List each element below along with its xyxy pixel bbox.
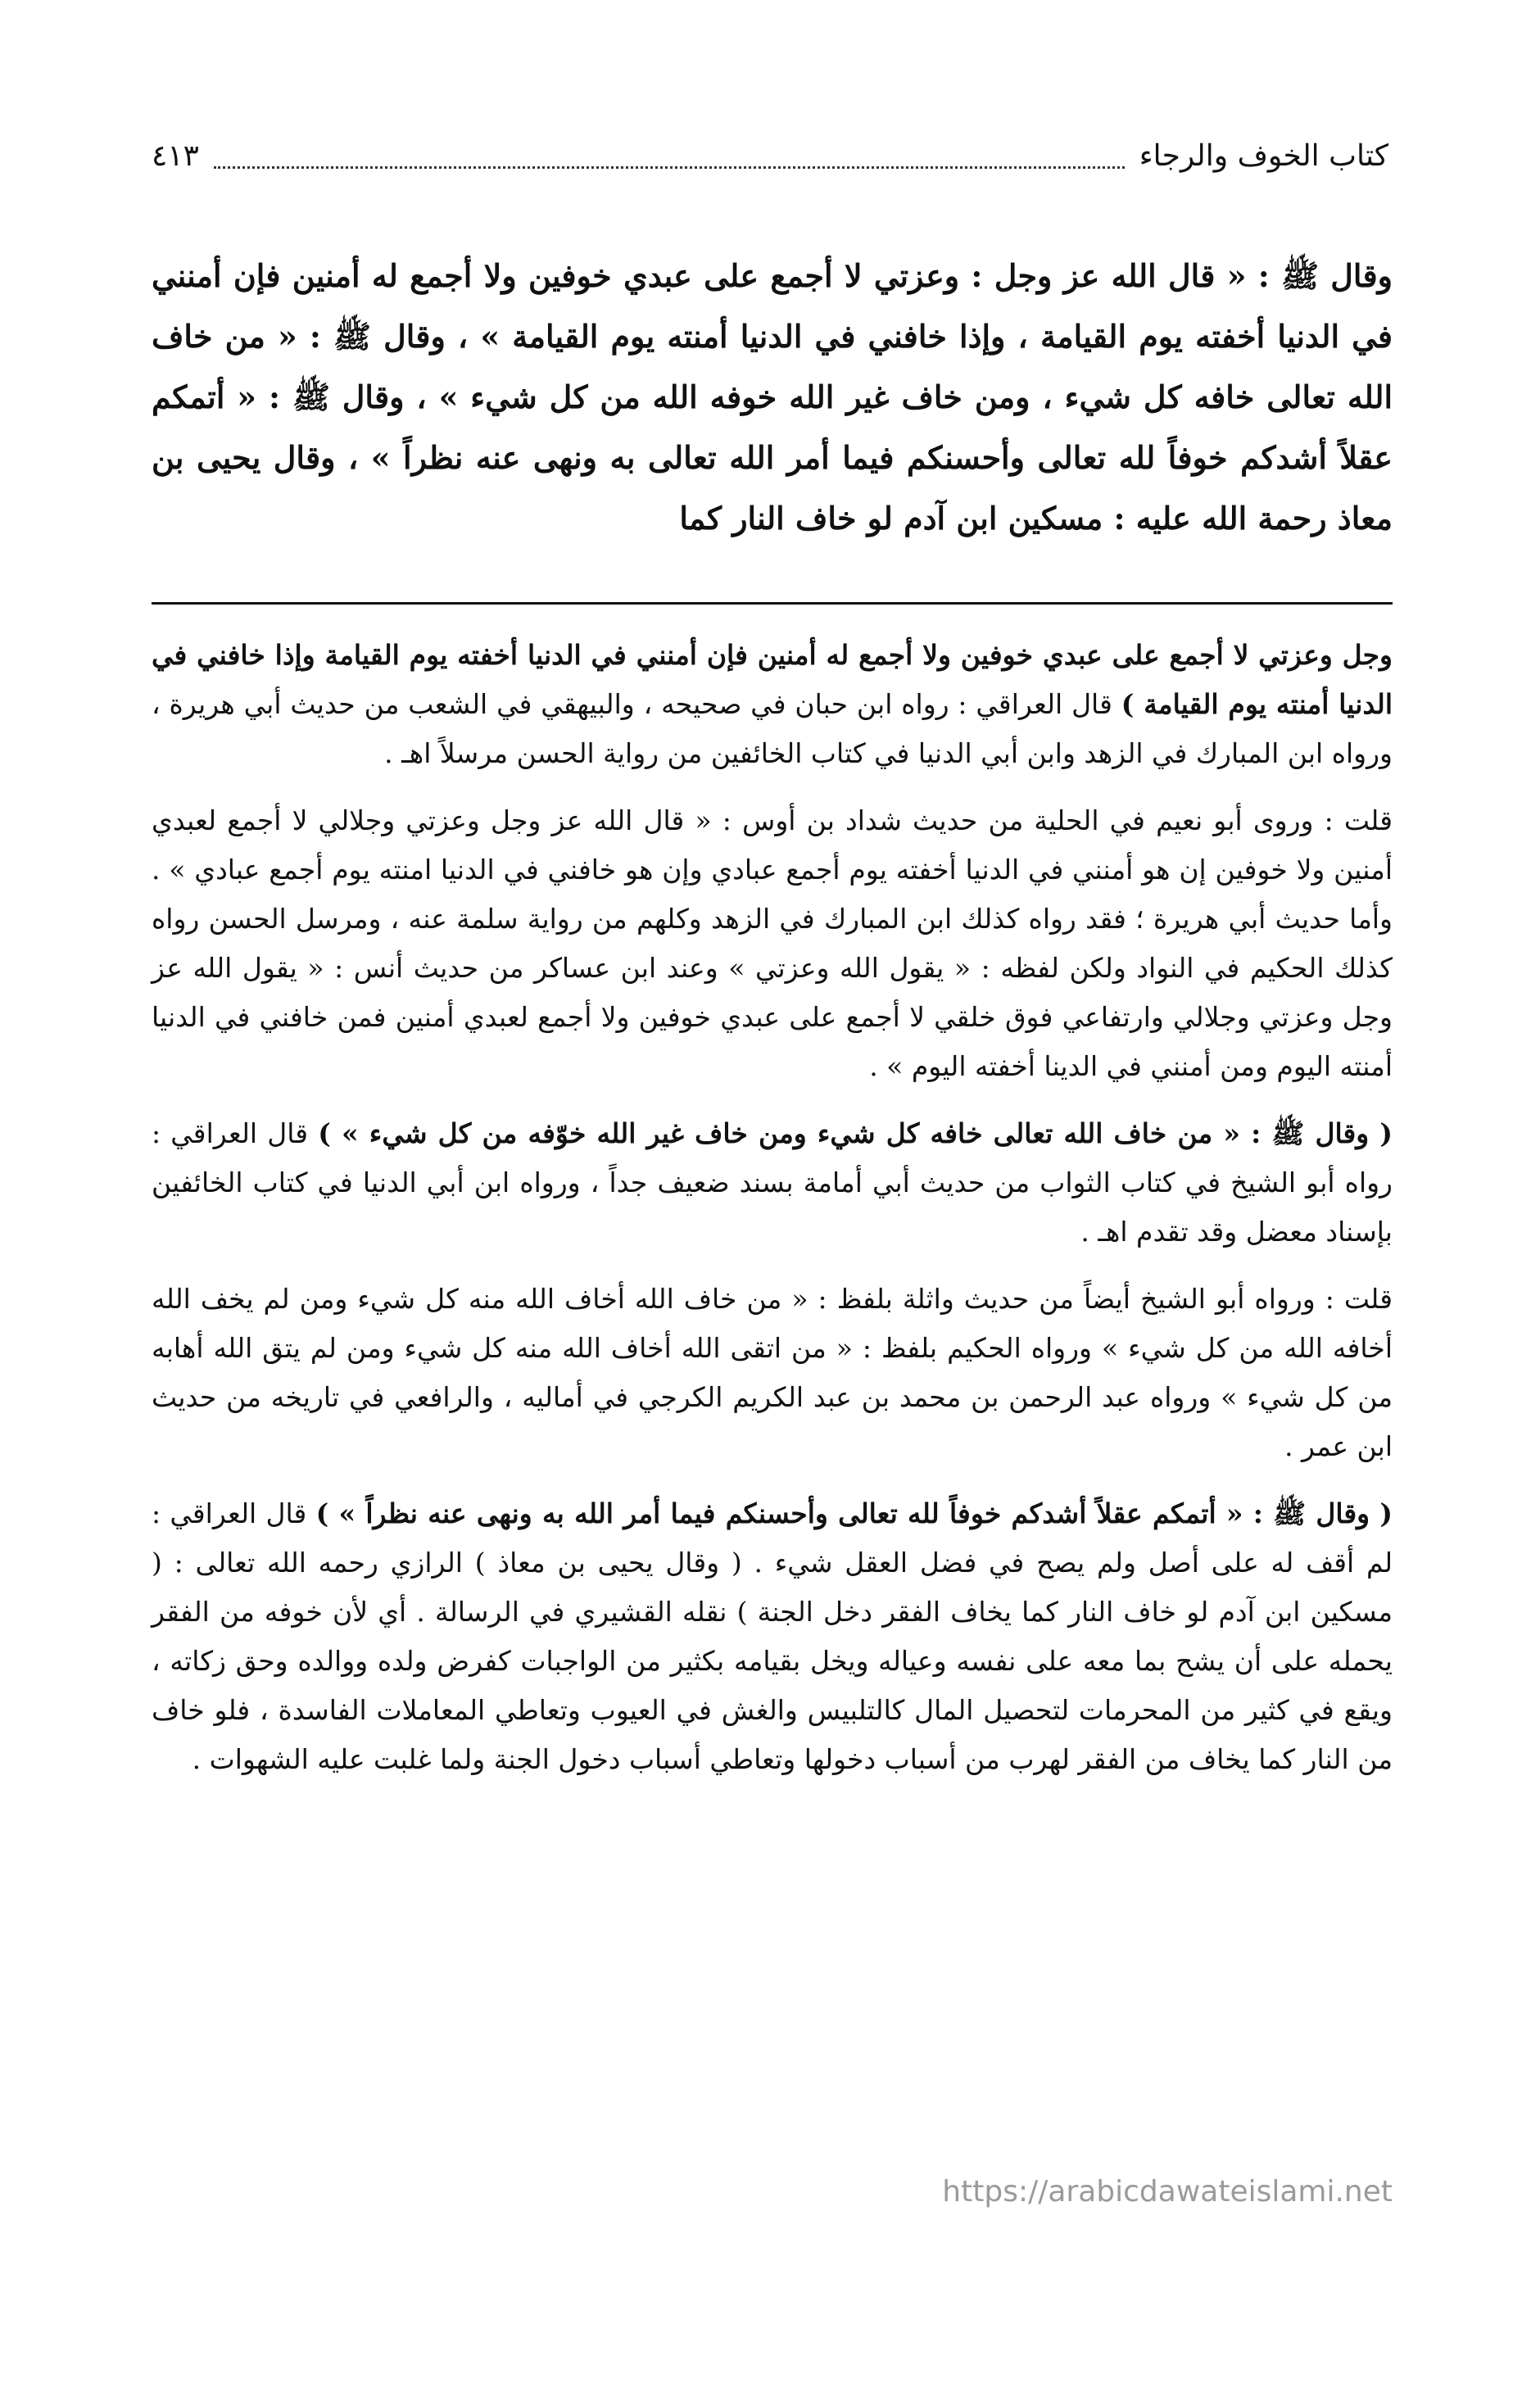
main-text: وقال ﷺ : « قال الله عز وجل : وعزتي لا أجمع على عبدي خوفين ولا أجمع له أمنين فإن أمنني في الدنيا أخفته يوم القيامة ، وإذا خافني في الدنيا أمنته يوم القيامة » ، وقال ﷺ : « من خاف الله تعالى خافه كل شيء ، ومن خاف غير الله خوفه الله من كل شيء » ، وقال ﷺ : « أتمكم عقلاً أشدكم خوفاً لله تعالى وأحسنكم فيما أمر الله تعالى به ونهى عنه نظراً » ، وقال يحيى بن معاذ رحمة الله عليه : مسكين ابن آدم لو خاف النار كما <box>152 257 1393 537</box>
commentary-paragraph-4 <box>152 1275 1393 1471</box>
commentary-paragraph-1 <box>152 631 1393 778</box>
commentary-text: قال العراقي : لم أقف له على أصل ولم يصح في فضل العقل شيء . ( وقال يحيى بن معاذ ) الرازي رحمه الله تعالى : ( مسكين ابن آدم لو خاف النار كما يخاف الفقر دخل الجنة ) نقله القشيري في الرسالة . أي لأن خوفه من الفقر يحمله على أن يشح بما معه على نفسه وعياله ويخل بقيامه بكثير من الواجبات كفرض ولده ووالده وحق زكاته ، ويقع في كثير من المحرمات لتحصيل المال كالتلبيس والغش في العيوب وتعاطي المعاملات الفاسدة ، فلو خاف من النار كما يخاف من الفقر لهرب من أسباب دخولها وتعاطي أسباب دخول الجنة ولما غلبت عليه الشهوات . <box>152 1497 1393 1775</box>
commentary-paragraph-5 <box>152 1489 1393 1784</box>
commentary-paragraph-3 <box>152 1109 1393 1257</box>
chapter-title: كتاب الخوف والرجاء <box>1139 138 1388 173</box>
footnote-divider <box>152 602 1393 605</box>
commentary <box>152 631 1393 1802</box>
quoted-hadith: وجل وعزتي لا أجمع على عبدي خوفين ولا أجمع له أمنين فإن أمنني في الدنيا أخفته يوم القيامة وإذا خافني في الدنيا أمنته يوم القيامة ) <box>152 639 1393 720</box>
commentary-text: قال العراقي : رواه أبو الشيخ في كتاب الثواب من حديث أبي أمامة بسند ضعيف جداً ، ورواه ابن أبي الدنيا في كتاب الخائفين بإسناد معضل وقد تقدم اهـ . <box>152 1117 1393 1248</box>
commentary-text: قال العراقي : رواه ابن حبان في صحيحه ، والبيهقي في الشعب من حديث أبي هريرة ، ورواه ابن المبارك في الزهد وابن أبي الدنيا في كتاب الخائفين من رواية الحسن مرسلاً اهـ . <box>152 688 1393 769</box>
quoted-hadith: ( وقال ﷺ : « من خاف الله تعالى خافه كل شيء ومن خاف غير الله خوّفه من كل شيء » ) <box>318 1117 1393 1149</box>
header-dot-leader <box>214 143 1125 169</box>
commentary-text: قلت : ورواه أبو الشيخ أيضاً من حديث واثلة بلفظ : « من خاف الله أخاف الله منه كل شيء ومن لم يخف الله أخافه الله من كل شيء » ورواه الحكيم بلفظ : « من اتقى الله أخاف الله منه كل شيء ومن لم يتق الله أهابه من كل شيء » ورواه عبد الرحمن بن محمد بن عبد الكريم الكرجي في أماليه ، والرافعي في تاريخه من حديث ابن عمر . <box>152 1283 1393 1462</box>
commentary-paragraph-2 <box>152 796 1393 1091</box>
running-header <box>152 131 1388 180</box>
source-watermark: https://arabicdawateislami.net <box>942 2175 1393 2209</box>
page-number: ٤١٣ <box>152 138 200 173</box>
quoted-hadith: ( وقال ﷺ : « أتمكم عقلاً أشدكم خوفاً لله تعالى وأحسنكم فيما أمر الله به ونهى عنه نظراً » ) <box>315 1497 1393 1529</box>
commentary-text: قلت : وروى أبو نعيم في الحلية من حديث شداد بن أوس : « قال الله عز وجل وعزتي وجلالي لا أجمع لعبدي أمنين ولا خوفين إن هو أمنني في الدنيا أخفته يوم أجمع عبادي وإن هو خافني في الدنيا امنته يوم أجمع عبادي » . وأما حديث أبي هريرة ؛ فقد رواه كذلك ابن المبارك في الزهد وكلهم من رواية سلمة عنه ، ومرسل الحسن رواه كذلك الحكيم في النواد ولكن لفظه : « يقول الله وعزتي » وعند ابن عساكر من حديث أنس : « يقول الله عز وجل وعزتي وجلالي وارتفاعي فوق خلقي لا أجمع على عبدي خوفين ولا أجمع لعبدي أمنين فمن خافني في الدنيا أمنته اليوم ومن أمنني في الدينا أخفته اليوم » . <box>152 804 1393 1082</box>
